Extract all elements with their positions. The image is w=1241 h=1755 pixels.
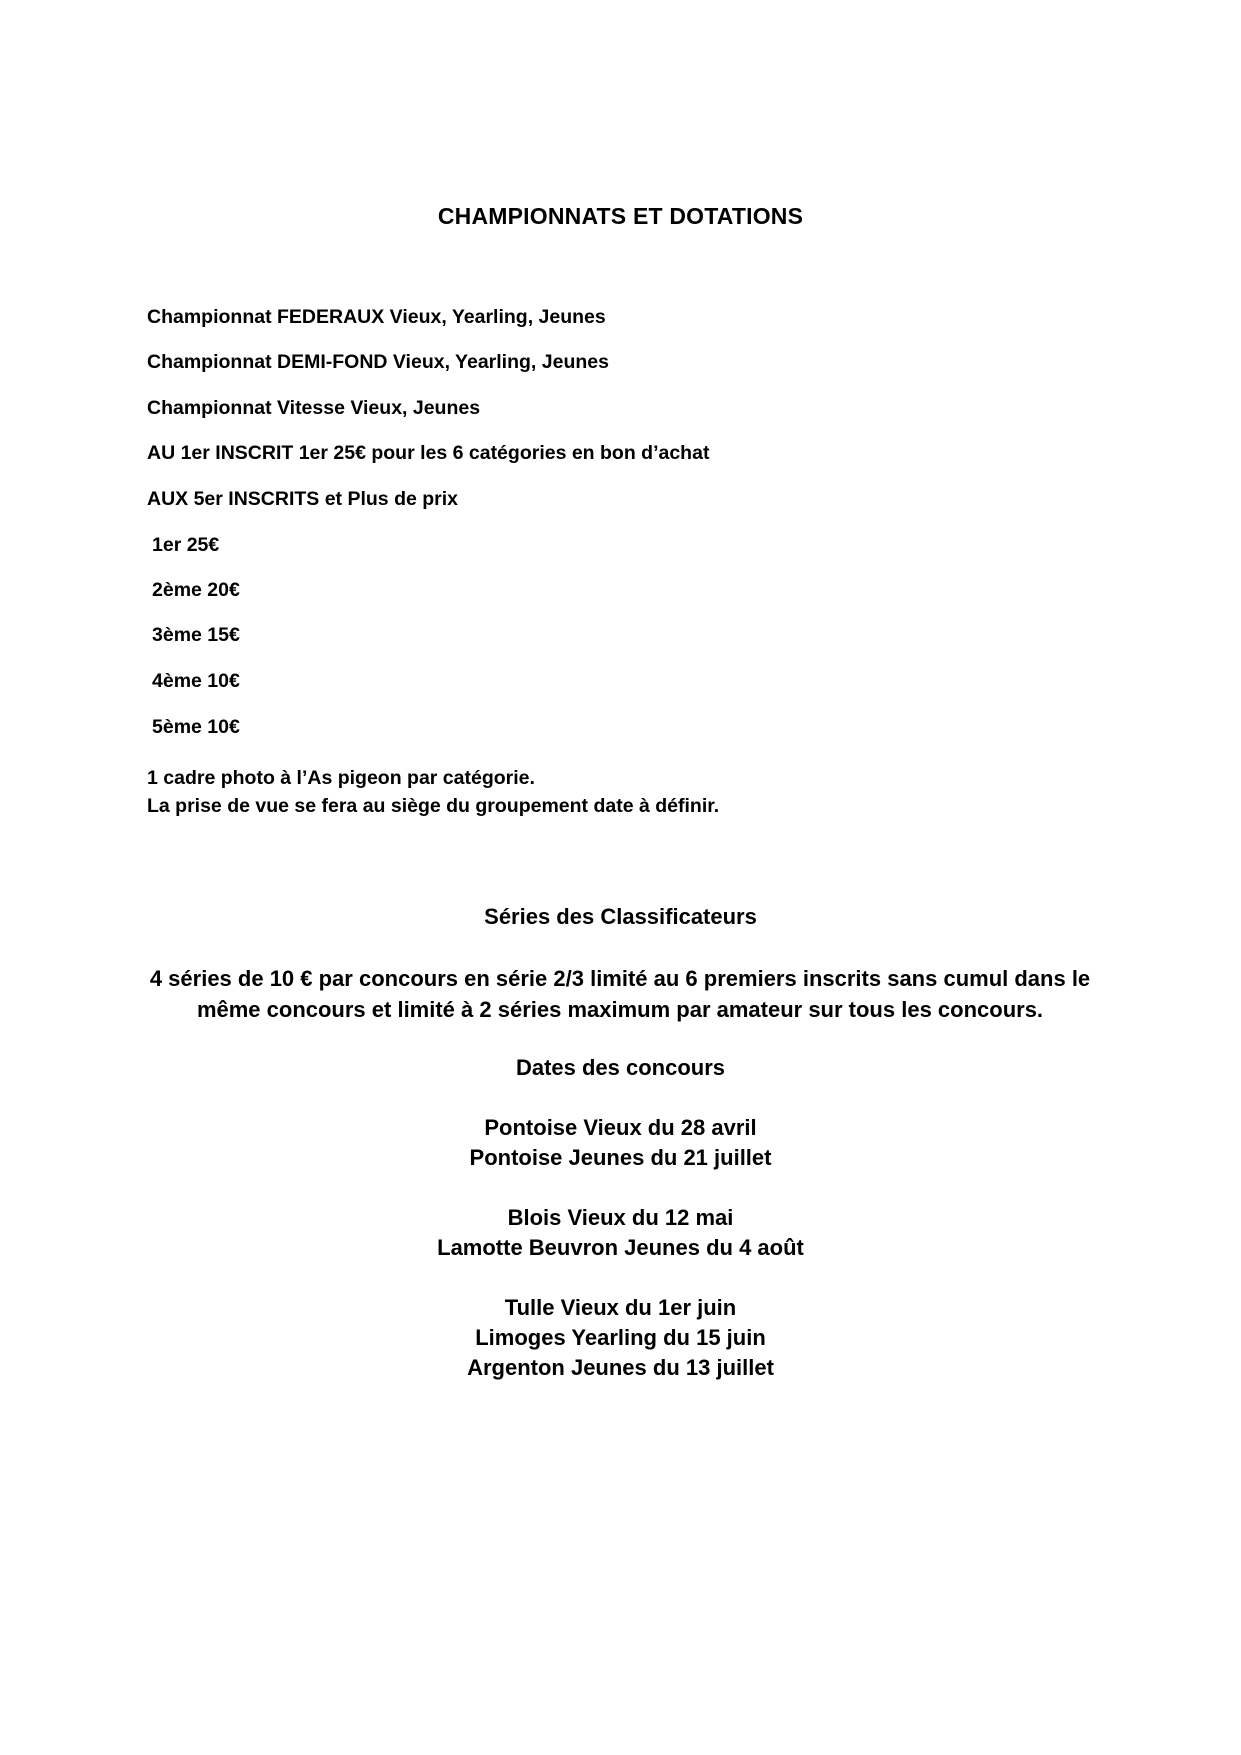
prize-3: 3ème 15€ [152,624,240,646]
prize-4: 4ème 10€ [152,670,240,692]
page-title: CHAMPIONNATS ET DOTATIONS [437,203,804,229]
dates-group-2 [0,1203,1241,1263]
championship-demi-fond: Championnat DEMI-FOND Vieux, Yearling, Jeunes [147,351,609,373]
date-item: Pontoise Vieux du 28 avril [484,1115,757,1140]
series-title: Séries des Classificateurs [484,904,757,929]
photo-note-line-1: 1 cadre photo à l’As pigeon par catégorie. [147,767,535,789]
dates-title: Dates des concours [515,1055,726,1080]
championship-vitesse: Championnat Vitesse Vieux, Jeunes [147,397,481,419]
prize-5: 5ème 10€ [152,716,240,738]
photo-note [147,764,719,820]
date-item: Argenton Jeunes du 13 juillet [467,1355,774,1380]
photo-note-line-2: La prise de vue se fera au siège du groupement date à définir. [147,795,720,817]
series-description: 4 séries de 10 € par concours en série 2/3 limité au 6 premiers inscrits sans cumul dans le même concours et limité à 2 séries maximum par amateur sur tous les concours. [149,966,1091,1022]
first-registered-prize: AU 1er INSCRIT 1er 25€ pour les 6 catégories en bon d’achat [147,442,710,464]
date-item: Tulle Vieux du 1er juin [504,1295,737,1320]
five-registered-prizes: AUX 5er INSCRITS et Plus de prix [147,488,459,510]
prize-2: 2ème 20€ [152,579,240,601]
date-item: Limoges Yearling du 15 juin [475,1325,766,1350]
championship-federaux: Championnat FEDERAUX Vieux, Yearling, Jeunes [147,306,606,328]
dates-group-1 [0,1113,1241,1173]
prize-1: 1er 25€ [152,534,220,556]
dates-group-3 [0,1293,1241,1383]
date-item: Pontoise Jeunes du 21 juillet [469,1145,772,1170]
date-item: Lamotte Beuvron Jeunes du 4 août [437,1235,804,1260]
date-item: Blois Vieux du 12 mai [507,1205,734,1230]
